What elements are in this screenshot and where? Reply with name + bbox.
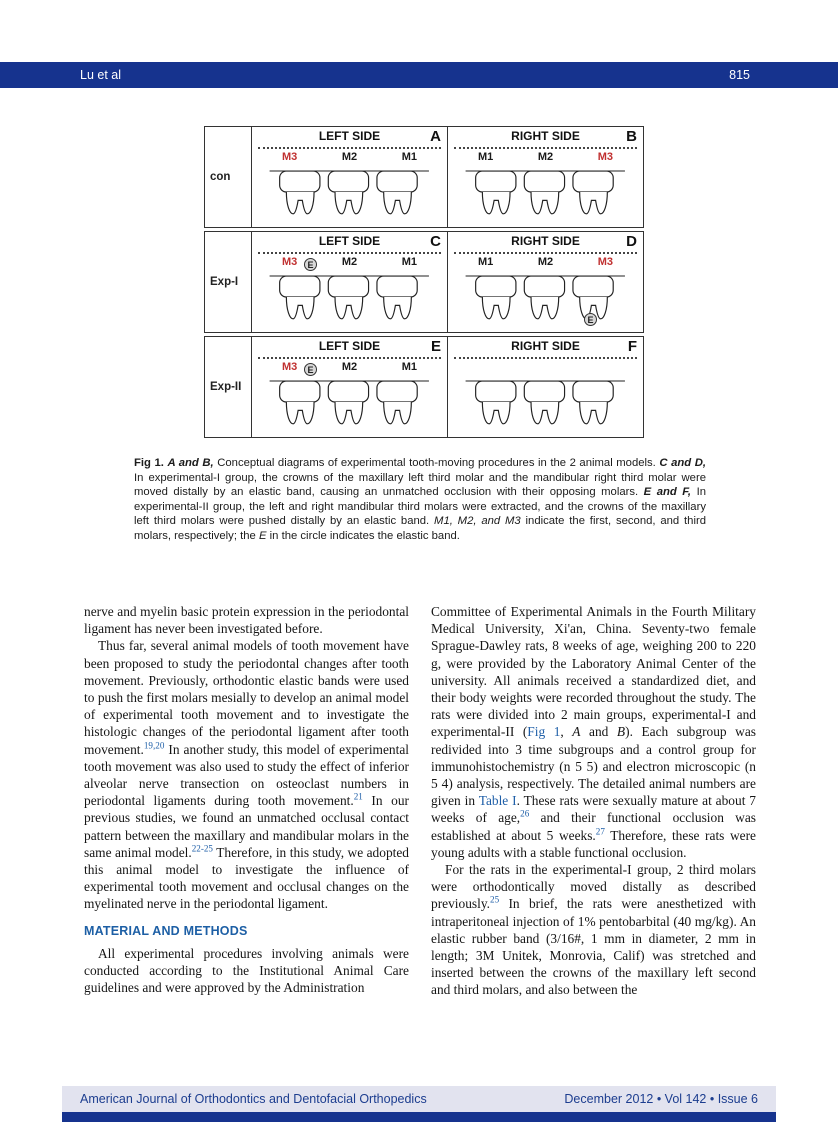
text-segment: Therefore, in this study, we adopted this animal model to investigate the influence of experimental tooth movement and occlusal changes on the myelinated nerve in the periodontal ligament. [84, 844, 410, 912]
text-segment: M2 [341, 256, 358, 268]
panel-head [256, 234, 443, 251]
elastic-band-symbol: E [584, 313, 597, 326]
text-segment: In experimental-II group, the left and right mandibular third molars were extracted, and the crowns of the maxillary left third molars were pushed distally by an elastic band. [134, 486, 706, 528]
text-segment: Thus far, several animal models of tooth movement have been proposed to study the periodontal changes after tooth movement. Previously, orthodontic elastic bands were used to push the first molars mesially to develop an animal model of experimental tooth movement and to investigate the histologic changes of the periodontal ligament after tooth movement. [84, 638, 409, 757]
panel-head [452, 339, 639, 356]
paragraph [84, 637, 409, 912]
figure-panel-a [251, 127, 447, 227]
paragraph-continued [431, 603, 756, 861]
text-segment: Conceptual diagrams of experimental tooth-moving procedures in the 2 animal models. [213, 457, 660, 469]
text-segment: C and D, [659, 457, 706, 469]
text-segment: and [580, 724, 617, 740]
text-segment: M3 [597, 151, 613, 163]
text-segment: M1 [401, 361, 417, 373]
text-segment: Therefore, these rats were young adults with a stable functional occlusion. [431, 827, 756, 860]
panel-letter: B [626, 128, 637, 145]
figure-panel-e [251, 337, 447, 437]
figure-panel-b [447, 127, 643, 227]
journal-footer-bar [62, 1086, 776, 1112]
text-segment: In experimental-I group, the crowns of the maxillary left third molar and the mandibular right third molar were moved distally by an elastic band, causing an unmatched occlusion with their opposing molars. [134, 471, 706, 499]
text-segment: M1, M2, and M3 [434, 515, 521, 528]
tooth-labels [256, 256, 443, 270]
figure-1 [204, 126, 644, 441]
text-segment: M2 [537, 256, 554, 268]
citation-link[interactable]: 21 [353, 791, 363, 802]
side-label: LEFT SIDE [318, 339, 381, 353]
panel-letter: F [627, 338, 637, 355]
text-segment: in the circle indicates the elastic band. [266, 529, 460, 542]
running-head-authors: Lu et al [80, 68, 122, 82]
text-segment: Committee of Experimental Animals in the Fourth Military Medical University, Xi'an, China. Seventy-two female Sprague-Dawley rats, 8 weeks of age, weighing 200 to 220 g, were provided by the Laboratory Animal Center of the university. All animals received a standardized diet, and their body weights were recorded throughout the study. The rats were divided into 2 main groups, experimental-I and experimental-II ( [431, 604, 756, 740]
paragraph [84, 945, 409, 997]
figure-caption [134, 456, 706, 544]
journal-header-bar [0, 62, 838, 88]
text-segment: M2 [341, 151, 358, 163]
elastic-band-symbol: E [304, 258, 317, 271]
text-segment: M2 [537, 151, 554, 163]
paragraph-continued [84, 603, 409, 637]
molar-diagram [463, 166, 628, 218]
side-label: LEFT SIDE [318, 234, 381, 248]
figure-row-exp2 [204, 336, 644, 438]
panel-head [452, 234, 639, 251]
figure-row-exp1 [204, 231, 644, 333]
molar-diagram [463, 376, 628, 428]
paragraph [431, 861, 756, 999]
side-label: RIGHT SIDE [511, 129, 580, 143]
group-label-exp1: Exp-I [210, 276, 239, 288]
text-segment: Fig 1. [134, 457, 164, 469]
panel-letter: A [430, 128, 441, 145]
citation-link[interactable]: 19,20 [143, 740, 165, 751]
occlusal-dashed-line [454, 357, 637, 359]
text-segment: M1 [478, 256, 494, 268]
occlusal-dashed-line [454, 252, 637, 254]
occlusal-dashed-line [258, 147, 441, 149]
tooth-labels [256, 361, 443, 375]
footer-rule-bar [62, 1112, 776, 1122]
figure-panel-c [251, 232, 447, 332]
text-segment: M3 [282, 361, 298, 373]
article-body [84, 603, 756, 999]
text-segment: All experimental procedures involving animals were conducted according to the Institutional Animal Care guidelines and were approved by the Administration [84, 945, 409, 996]
molar-diagram [463, 271, 628, 323]
panel-letter: C [430, 233, 441, 250]
tooth-labels [452, 256, 639, 270]
text-segment: ). Each subgroup was redivided into 3 time subgroups and a control group for immunohistochemistry (n 5 5) and electron microscopic (n 5 4) analysis, respectively. The detailed animal numbers are given in [431, 724, 756, 809]
text-segment: M1 [478, 151, 494, 163]
text-segment: nerve and myelin basic protein expression in the periodontal ligament has never been investigated before. [84, 604, 409, 637]
panel-head [256, 129, 443, 146]
citation-link[interactable]: 26 [520, 808, 530, 819]
figure-panel-f [447, 337, 643, 437]
figure-panel-d [447, 232, 643, 332]
text-segment: In our previous studies, we found an unmatched occlusal contact pattern between the maxillary and mandibular molars in the same animal model. [84, 793, 409, 860]
text-segment: M3 [597, 256, 613, 268]
text-segment: M1 [401, 151, 417, 163]
body-right-column [431, 603, 756, 999]
panel-letter: E [430, 338, 441, 355]
text-segment: A and B, [167, 457, 214, 469]
footer-journal-name: American Journal of Orthodontics and Dentofacial Orthopedics [80, 1092, 427, 1106]
text-segment: In brief, the rats were anesthetized with intraperitoneal injection of 1% pentobarbital (40 mg/kg). An elastic rubber band (3/16#, 1 mm in diameter, 2 mm in length; 3M Unitek, Monrovia, Calif) was stretched and inserted between the crowns of the maxillary left second and third molars, and also between the [431, 896, 756, 998]
molar-diagram [267, 376, 432, 428]
text-segment: A [572, 724, 581, 740]
body-left-column [84, 603, 409, 999]
panel-letter: D [626, 233, 637, 250]
citation-link[interactable]: 27 [595, 826, 605, 837]
molar-diagram [267, 271, 432, 323]
text-segment: M1 [401, 256, 417, 268]
text-segment: M2 [341, 361, 358, 373]
molar-diagram [267, 166, 432, 218]
tooth-labels [452, 151, 639, 165]
citation-link[interactable]: Table I [478, 793, 517, 809]
tooth-labels [452, 361, 639, 375]
citation-link[interactable]: 22-25 [191, 843, 213, 854]
text-segment: . These rats were sexually mature at about 7 weeks of age, [431, 793, 756, 826]
text-segment: indicate the first, second, and third molars, respectively; the [134, 515, 706, 542]
group-label-exp2: Exp-II [210, 381, 242, 393]
text-segment: , [560, 724, 573, 740]
side-label: RIGHT SIDE [511, 339, 580, 353]
citation-link[interactable]: 25 [490, 894, 500, 905]
text-segment: E and F, [643, 486, 692, 499]
panel-head [256, 339, 443, 356]
page-number: 815 [729, 68, 750, 82]
text-segment: In another study, this model of experimental tooth movement was also used to study the effect of inferior alveolar nerve transection on osteoclast numbers in periodontal ligaments during tooth movement. [84, 741, 409, 809]
group-label-control: con [210, 171, 231, 183]
text-segment: M3 [282, 256, 298, 268]
citation-link[interactable]: Fig 1 [527, 724, 561, 740]
text-segment: and their functional occlusion was established at about 5 weeks. [431, 810, 757, 843]
occlusal-dashed-line [454, 147, 637, 149]
text-segment: E [258, 529, 267, 542]
section-heading-material-methods: MATERIAL AND METHODS [84, 923, 248, 938]
text-segment: M3 [282, 151, 298, 163]
text-segment: B [616, 724, 626, 740]
occlusal-dashed-line [258, 252, 441, 254]
occlusal-dashed-line [258, 357, 441, 359]
text-segment: For the rats in the experimental-I group, 2 third molars were orthodontically moved distally as described previously. [431, 862, 756, 912]
figure-row-control [204, 126, 644, 228]
side-label: LEFT SIDE [318, 129, 381, 143]
footer-issue-info: December 2012 • Vol 142 • Issue 6 [564, 1092, 758, 1106]
elastic-band-symbol: E [304, 363, 317, 376]
tooth-labels [256, 151, 443, 165]
panel-head [452, 129, 639, 146]
side-label: RIGHT SIDE [511, 234, 580, 248]
